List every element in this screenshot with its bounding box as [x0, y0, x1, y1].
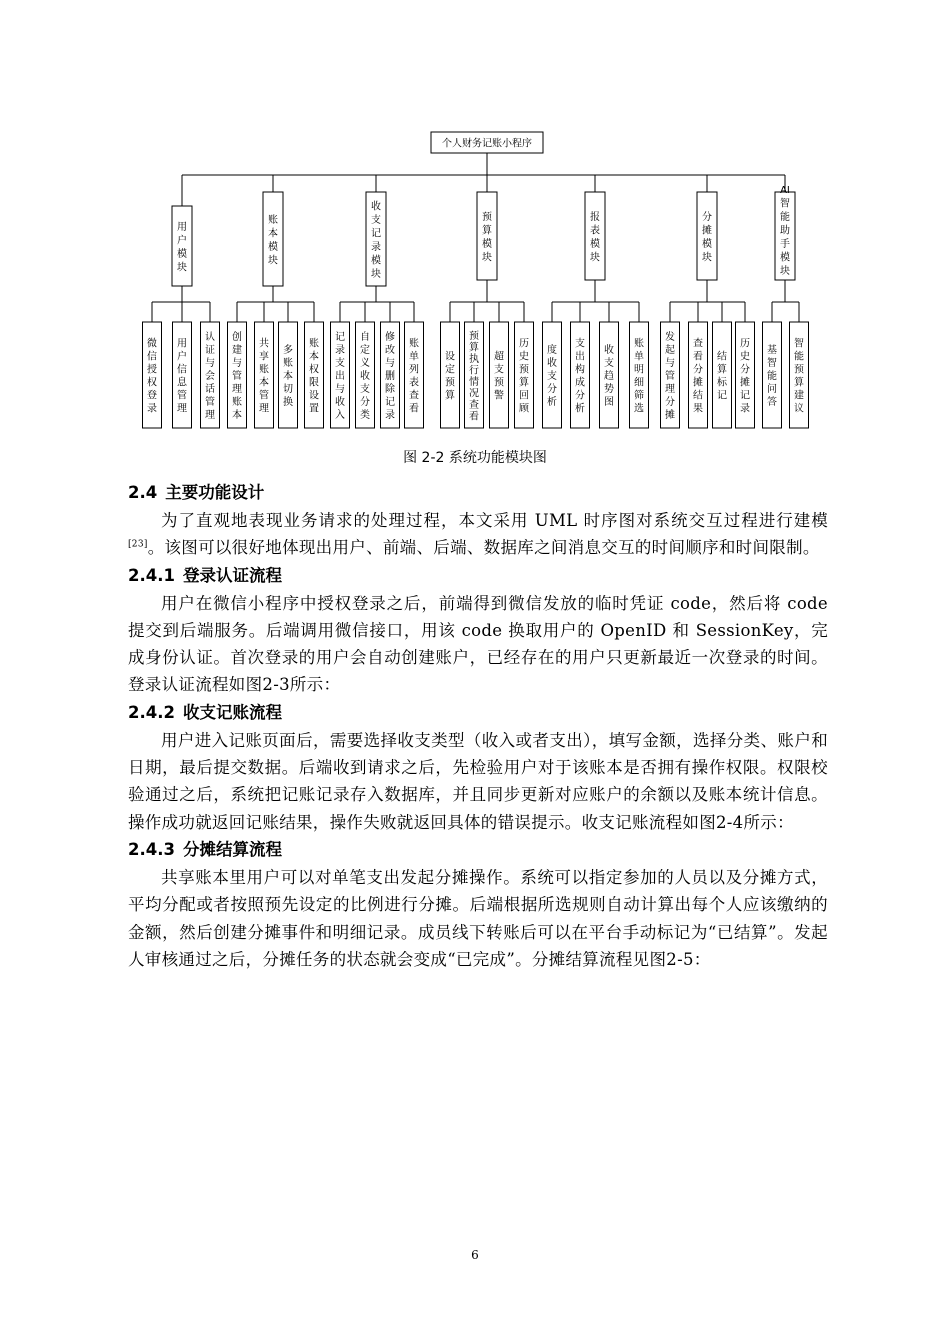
- submodule-node-label: 回: [519, 390, 529, 402]
- module-node-label: 模: [590, 238, 600, 250]
- submodule-node-label: 支: [360, 384, 370, 395]
- submodule-node-label: 出: [575, 351, 585, 363]
- module-node-label: 块: [371, 268, 381, 280]
- submodule-node-label: 分: [575, 390, 585, 402]
- section-title: 主要功能设计: [165, 483, 265, 502]
- submodule-node-label: 警: [494, 390, 504, 402]
- section-2-4: [128, 479, 828, 562]
- function-module-diagram: [0, 0, 950, 440]
- submodule-node-label: 权: [309, 364, 319, 376]
- submodule-node-label: 预: [469, 330, 479, 342]
- submodule-node-label: 支: [575, 338, 585, 350]
- module-node-label: 助: [780, 225, 790, 237]
- submodule-node-label: 定: [445, 364, 455, 376]
- submodule-node-label: 设: [309, 390, 319, 402]
- submodule-node-label: 分: [693, 364, 703, 376]
- module-node-label: 块: [177, 262, 187, 274]
- submodule-node-label: 切: [283, 384, 293, 395]
- module-node-label: 块: [702, 252, 712, 264]
- submodule-node-label: 类: [360, 410, 370, 421]
- section-number: 2.4.1: [128, 565, 175, 585]
- submodule-node-label: 算: [519, 377, 529, 389]
- submodule-node-label: 本: [309, 351, 319, 363]
- submodule-node-label: 收: [360, 371, 370, 382]
- submodule-node-label: 账: [409, 338, 419, 350]
- submodule-node-label: 与: [385, 358, 395, 369]
- submodule-node-label: 修: [385, 332, 395, 343]
- submodule-node-label: 账: [232, 397, 242, 408]
- section-title: 分摊结算流程: [182, 839, 282, 859]
- submodule-node-label: 列: [409, 364, 419, 376]
- submodule-node-label: 认: [205, 332, 215, 343]
- submodule-node-label: 置: [309, 403, 319, 415]
- submodule-node-label: 本: [259, 377, 269, 389]
- submodule-node-label: 算: [445, 390, 455, 402]
- submodule-node-label: 理: [259, 403, 269, 415]
- submodule-node-label: 息: [177, 377, 187, 389]
- submodule-node-label: 智: [767, 358, 777, 369]
- submodule-node-label: 起: [665, 345, 675, 356]
- submodule-node-label: 明: [634, 364, 644, 376]
- module-node-label: 块: [482, 252, 492, 264]
- module-node-label: AI: [780, 184, 790, 196]
- module-node-label: 块: [590, 252, 600, 264]
- submodule-node-label: 分: [360, 397, 370, 408]
- submodule-node-label: 授: [147, 364, 157, 376]
- section-number: 2.4: [128, 483, 158, 502]
- submodule-node-label: 历: [740, 338, 750, 350]
- submodule-node-label: 证: [205, 345, 215, 356]
- submodule-node-label: 支: [494, 364, 504, 376]
- submodule-node-label: 账: [309, 338, 319, 350]
- submodule-node-label: 理: [205, 410, 215, 421]
- submodule-node-label: 表: [409, 377, 419, 389]
- module-node-label: 模: [268, 241, 278, 253]
- submodule-node-label: 摊: [665, 410, 675, 421]
- section-2-4-2: [128, 699, 828, 836]
- submodule-node-label: 录: [147, 403, 157, 415]
- submodule-node-label: 情: [469, 376, 479, 388]
- figure-caption: 图 2-2 系统功能模块图: [403, 450, 547, 466]
- submodule-node-label: 看: [693, 351, 703, 363]
- submodule-node-label: 权: [147, 377, 157, 389]
- submodule-node-label: 议: [794, 403, 804, 415]
- submodule-node-label: 管: [205, 397, 215, 408]
- submodule-node-label: 改: [385, 345, 395, 356]
- paragraph: 共享账本里用户可以对单笔支出发起分摊操作。系统可以指定参加的人员以及分摊方式，平均分配或者按照预先设定的比例进行分摊。后端根据所选规则自动计算出每个人应该缴纳的金额，然后创建分摊事件和明细记录。成员线下转账后可以在平台手动标记为“已结算”。发起人审核通过之后，分摊任务的状态就会变成“已完成”。分摊结算流程见图2-5：: [128, 867, 828, 969]
- module-node-label: 模: [702, 238, 712, 250]
- submodule-node-label: 析: [547, 397, 557, 408]
- submodule-node-label: 筛: [634, 390, 644, 402]
- submodule-node-label: 看: [409, 403, 419, 415]
- submodule-node-label: 执: [469, 353, 479, 365]
- section-heading: [128, 836, 828, 864]
- main-text: [128, 479, 828, 973]
- submodule-node-label: 管: [232, 371, 242, 382]
- submodule-node-label: 与: [205, 358, 215, 369]
- submodule-node-label: 登: [147, 390, 157, 402]
- submodule-node-label: 录: [740, 403, 750, 415]
- section-2-4-1: [128, 562, 828, 699]
- submodule-node-label: 成: [575, 377, 585, 389]
- module-node-label: 报: [590, 211, 600, 223]
- submodule-node-label: 限: [309, 377, 319, 389]
- submodule-node-label: 录: [385, 410, 395, 421]
- module-node-label: 算: [482, 225, 492, 237]
- paragraph: [128, 507, 828, 562]
- submodule-node-label: 账: [259, 364, 269, 376]
- section-number: 2.4.2: [128, 702, 175, 722]
- module-node-label: 记: [371, 228, 381, 240]
- submodule-node-label: 收: [604, 345, 614, 356]
- submodule-node-label: 入: [335, 410, 345, 421]
- submodule-node-label: 用: [177, 338, 187, 350]
- submodule-node-label: 支: [604, 358, 614, 369]
- submodule-node-label: 除: [385, 384, 395, 395]
- submodule-node-label: 账: [283, 358, 293, 369]
- module-node-label: 账: [268, 214, 278, 226]
- submodule-node-label: 本: [283, 371, 293, 382]
- submodule-node-label: 查: [693, 338, 703, 350]
- module-node-label: 模: [177, 248, 187, 260]
- submodule-node-label: 单: [409, 351, 419, 363]
- submodule-node-label: 与: [335, 384, 345, 395]
- module-node-label: 块: [780, 265, 790, 277]
- paragraph-text-cont: 。该图可以很好地体现出用户、前端、后端、数据库之间消息交互的时间顺序和时间限制。: [147, 538, 820, 558]
- submodule-node-label: 分: [547, 384, 557, 395]
- submodule-node-label: 管: [177, 390, 187, 402]
- submodule-node-label: 算: [794, 377, 804, 389]
- module-node-label: 本: [268, 228, 278, 240]
- submodule-node-label: 出: [335, 371, 345, 382]
- submodule-node-label: 支: [547, 371, 557, 382]
- submodule-node-label: 势: [604, 384, 614, 395]
- submodule-node-label: 理: [177, 403, 187, 415]
- paragraph: 用户在微信小程序中授权登录之后，前端得到微信发放的临时凭证 code，然后将 code 提交到后端服务。后端调用微信接口，用该 code 换取用户的 OpenID 和 SessionKey，完成身份认证。首次登录的用户会自动创建账户，已经存在的用户只更新最近一次登录的时间。登录认证流程如图2-3所示：: [128, 593, 828, 695]
- submodule-node-label: 建: [232, 345, 242, 356]
- module-node-label: 摊: [702, 225, 712, 237]
- submodule-node-label: 预: [445, 377, 455, 389]
- submodule-node-label: 史: [519, 351, 529, 363]
- submodule-node-label: 微: [147, 338, 157, 350]
- citation-ref: [23]: [128, 539, 148, 550]
- submodule-node-label: 预: [794, 364, 804, 376]
- submodule-node-label: 记: [335, 332, 345, 343]
- submodule-node-label: 享: [259, 351, 269, 363]
- submodule-node-label: 算: [717, 364, 727, 376]
- submodule-node-label: 能: [767, 371, 777, 382]
- submodule-node-label: 度: [547, 345, 557, 356]
- submodule-node-label: 设: [445, 351, 455, 363]
- module-node-label: 支: [371, 214, 381, 226]
- submodule-node-label: 本: [232, 410, 242, 421]
- submodule-node-label: 摊: [693, 377, 703, 389]
- submodule-node-label: 分: [665, 397, 675, 408]
- submodule-node-label: 换: [283, 397, 293, 408]
- submodule-node-label: 查: [469, 399, 479, 411]
- submodule-node-label: 智: [794, 338, 804, 350]
- submodule-node-label: 问: [767, 384, 777, 395]
- module-node-label: 能: [780, 211, 790, 223]
- page-number: 6: [471, 1248, 479, 1262]
- module-node-label: 预: [482, 211, 492, 223]
- submodule-node-label: 理: [665, 384, 675, 395]
- module-node-label: 块: [268, 255, 278, 267]
- submodule-node-label: 预: [494, 377, 504, 389]
- section-number: 2.4.3: [128, 839, 175, 859]
- submodule-node-label: 与: [232, 358, 242, 369]
- submodule-node-label: 记: [385, 397, 395, 408]
- submodule-node-label: 行: [469, 365, 479, 377]
- submodule-node-label: 管: [665, 371, 675, 382]
- submodule-node-label: 分: [740, 364, 750, 376]
- submodule-node-label: 选: [634, 403, 644, 415]
- submodule-node-label: 构: [575, 364, 585, 376]
- module-node-label: 录: [371, 241, 381, 253]
- paragraph: 用户进入记账页面后，需要选择收支类型（收入或者支出），填写金额，选择分类、账户和日期，最后提交数据。后端收到请求之后，先检验用户对于该账本是否拥有操作权限。权限校验通过之后，系统把记账记录存入数据库，并且同步更新对应账户的余额以及账本统计信息。操作成功就返回记账结果，操作失败就返回具体的错误提示。收支记账流程如图2-4所示：: [128, 730, 828, 832]
- submodule-node-label: 录: [335, 345, 345, 356]
- section-heading: [128, 479, 828, 507]
- submodule-node-label: 收: [547, 358, 557, 369]
- submodule-node-label: 答: [767, 397, 777, 408]
- submodule-node-label: 超: [494, 351, 504, 363]
- submodule-node-label: 创: [232, 332, 242, 343]
- submodule-node-label: 历: [519, 338, 529, 350]
- submodule-node-label: 看: [469, 411, 479, 423]
- submodule-node-label: 顾: [519, 403, 529, 415]
- module-node-label: 模: [371, 255, 381, 267]
- submodule-node-label: 话: [205, 384, 215, 395]
- submodule-node-label: 算: [469, 342, 479, 354]
- submodule-node-label: 删: [385, 371, 395, 382]
- submodule-node-label: 建: [794, 390, 804, 402]
- section-title: 登录认证流程: [182, 565, 282, 585]
- submodule-node-label: 图: [604, 397, 614, 408]
- submodule-node-label: 管: [259, 390, 269, 402]
- submodule-node-label: 果: [693, 403, 703, 415]
- section-heading: [128, 699, 828, 727]
- submodule-node-label: 查: [409, 390, 419, 402]
- submodule-node-label: 记: [717, 390, 727, 402]
- module-node-label: 表: [590, 225, 600, 237]
- module-node-label: 户: [177, 235, 187, 247]
- submodule-node-label: 义: [360, 358, 370, 369]
- submodule-node-label: 标: [717, 377, 727, 389]
- module-node-label: 手: [780, 238, 790, 250]
- paragraph-text: 为了直观地表现业务请求的处理过程，本文采用 UML 时序图对系统交互过程进行建模: [161, 511, 828, 530]
- submodule-node-label: 基: [767, 345, 777, 356]
- module-node-label: 分: [702, 211, 712, 223]
- submodule-node-label: 史: [740, 351, 750, 363]
- submodule-node-label: 信: [177, 364, 187, 376]
- submodule-node-label: 趋: [604, 371, 614, 382]
- module-node-label: 模: [780, 252, 790, 264]
- submodule-node-label: 细: [634, 377, 644, 389]
- submodule-node-label: 单: [634, 351, 644, 363]
- submodule-node-label: 况: [469, 388, 479, 400]
- root-node-label: 个人财务记账小程序: [442, 138, 532, 150]
- module-node-label: 收: [371, 201, 381, 213]
- submodule-node-label: 发: [665, 332, 675, 343]
- submodule-node-label: 户: [177, 351, 187, 363]
- submodule-node-label: 析: [575, 403, 585, 415]
- submodule-node-label: 与: [665, 358, 675, 369]
- submodule-node-label: 会: [205, 371, 215, 382]
- submodule-node-label: 多: [283, 345, 293, 356]
- submodule-node-label: 结: [693, 390, 703, 402]
- submodule-node-label: 自: [360, 332, 370, 343]
- submodule-node-label: 理: [232, 384, 242, 395]
- submodule-node-label: 支: [335, 358, 345, 369]
- submodule-node-label: 收: [335, 397, 345, 408]
- submodule-node-label: 定: [360, 345, 370, 356]
- module-node-label: 模: [482, 238, 492, 250]
- submodule-node-label: 能: [794, 351, 804, 363]
- submodule-node-label: 记: [740, 390, 750, 402]
- submodule-node-label: 预: [519, 364, 529, 376]
- module-node-label: 智: [780, 198, 790, 210]
- submodule-node-label: 摊: [740, 377, 750, 389]
- section-title: 收支记账流程: [182, 702, 282, 722]
- submodule-node-label: 账: [634, 338, 644, 350]
- submodule-node-label: 信: [147, 351, 157, 363]
- section-heading: [128, 562, 828, 590]
- module-node-label: 用: [177, 221, 187, 233]
- submodule-node-label: 结: [717, 351, 727, 363]
- section-2-4-3: [128, 836, 828, 973]
- submodule-node-label: 共: [259, 338, 269, 350]
